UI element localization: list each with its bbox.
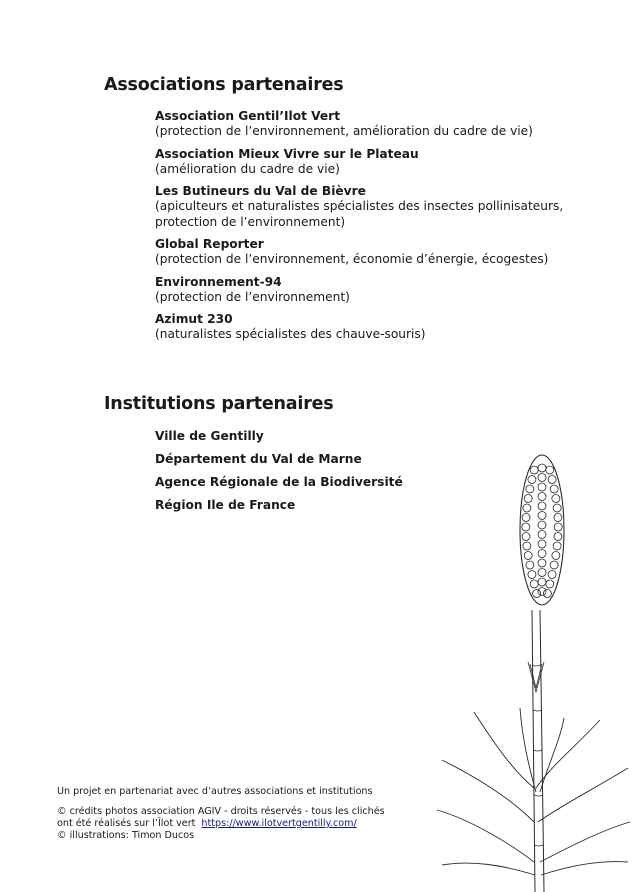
footer-photo-credits: © crédits photos association AGIV - droits réservés - tous les clichés [57,806,385,817]
footer [57,786,437,842]
associations-heading: Associations partenaires [104,75,344,95]
association-name: Environnement-94 [155,274,282,289]
institutions-heading: Institutions partenaires [104,394,334,414]
associations-list [155,108,575,349]
association-description: (naturalistes spécialistes des chauve-souris) [155,327,426,341]
association-name: Global Reporter [155,237,264,251]
list-item [155,108,575,140]
association-name: Les Butineurs du Val de Bièvre [155,184,366,198]
association-name: Association Gentil’Ilot Vert [155,109,341,123]
list-item: Agence Régionale de la Biodiversité [155,475,403,489]
list-item [155,146,575,178]
association-name: Association Mieux Vivre sur le Plateau [155,146,419,161]
website-link[interactable]: https://www.ilotvertgentilly.com/ [201,818,357,829]
list-item [155,274,575,306]
list-item: Ville de Gentilly [155,429,264,443]
footer-partnership-note: Un projet en partenariat avec d’autres associations et institutions [57,786,373,797]
association-description: (protection de l’environnement, amélioration du cadre de vie) [155,124,533,138]
association-description: (protection de l’environnement, économie d’énergie, écogestes) [155,252,549,266]
association-description: (protection de l’environnement) [155,289,350,304]
association-description: (amélioration du cadre de vie) [155,161,340,176]
footer-illustration-credits: © illustrations: Timon Ducos [57,830,195,841]
horsetail-illustration [432,450,632,892]
association-description: (apiculteurs et naturalistes spécialistes des insectes pollinisateurs, protection de l’environnement) [155,199,564,229]
list-item [155,311,575,343]
association-name: Azimut 230 [155,312,233,326]
list-item: Région Ile de France [155,498,296,512]
list-item [155,183,575,230]
list-item [155,236,575,268]
footer-photo-location: ont été réalisés sur l’Îlot vert [57,818,196,829]
list-item: Département du Val de Marne [155,452,362,466]
footer-photo-credits-line [57,818,437,830]
